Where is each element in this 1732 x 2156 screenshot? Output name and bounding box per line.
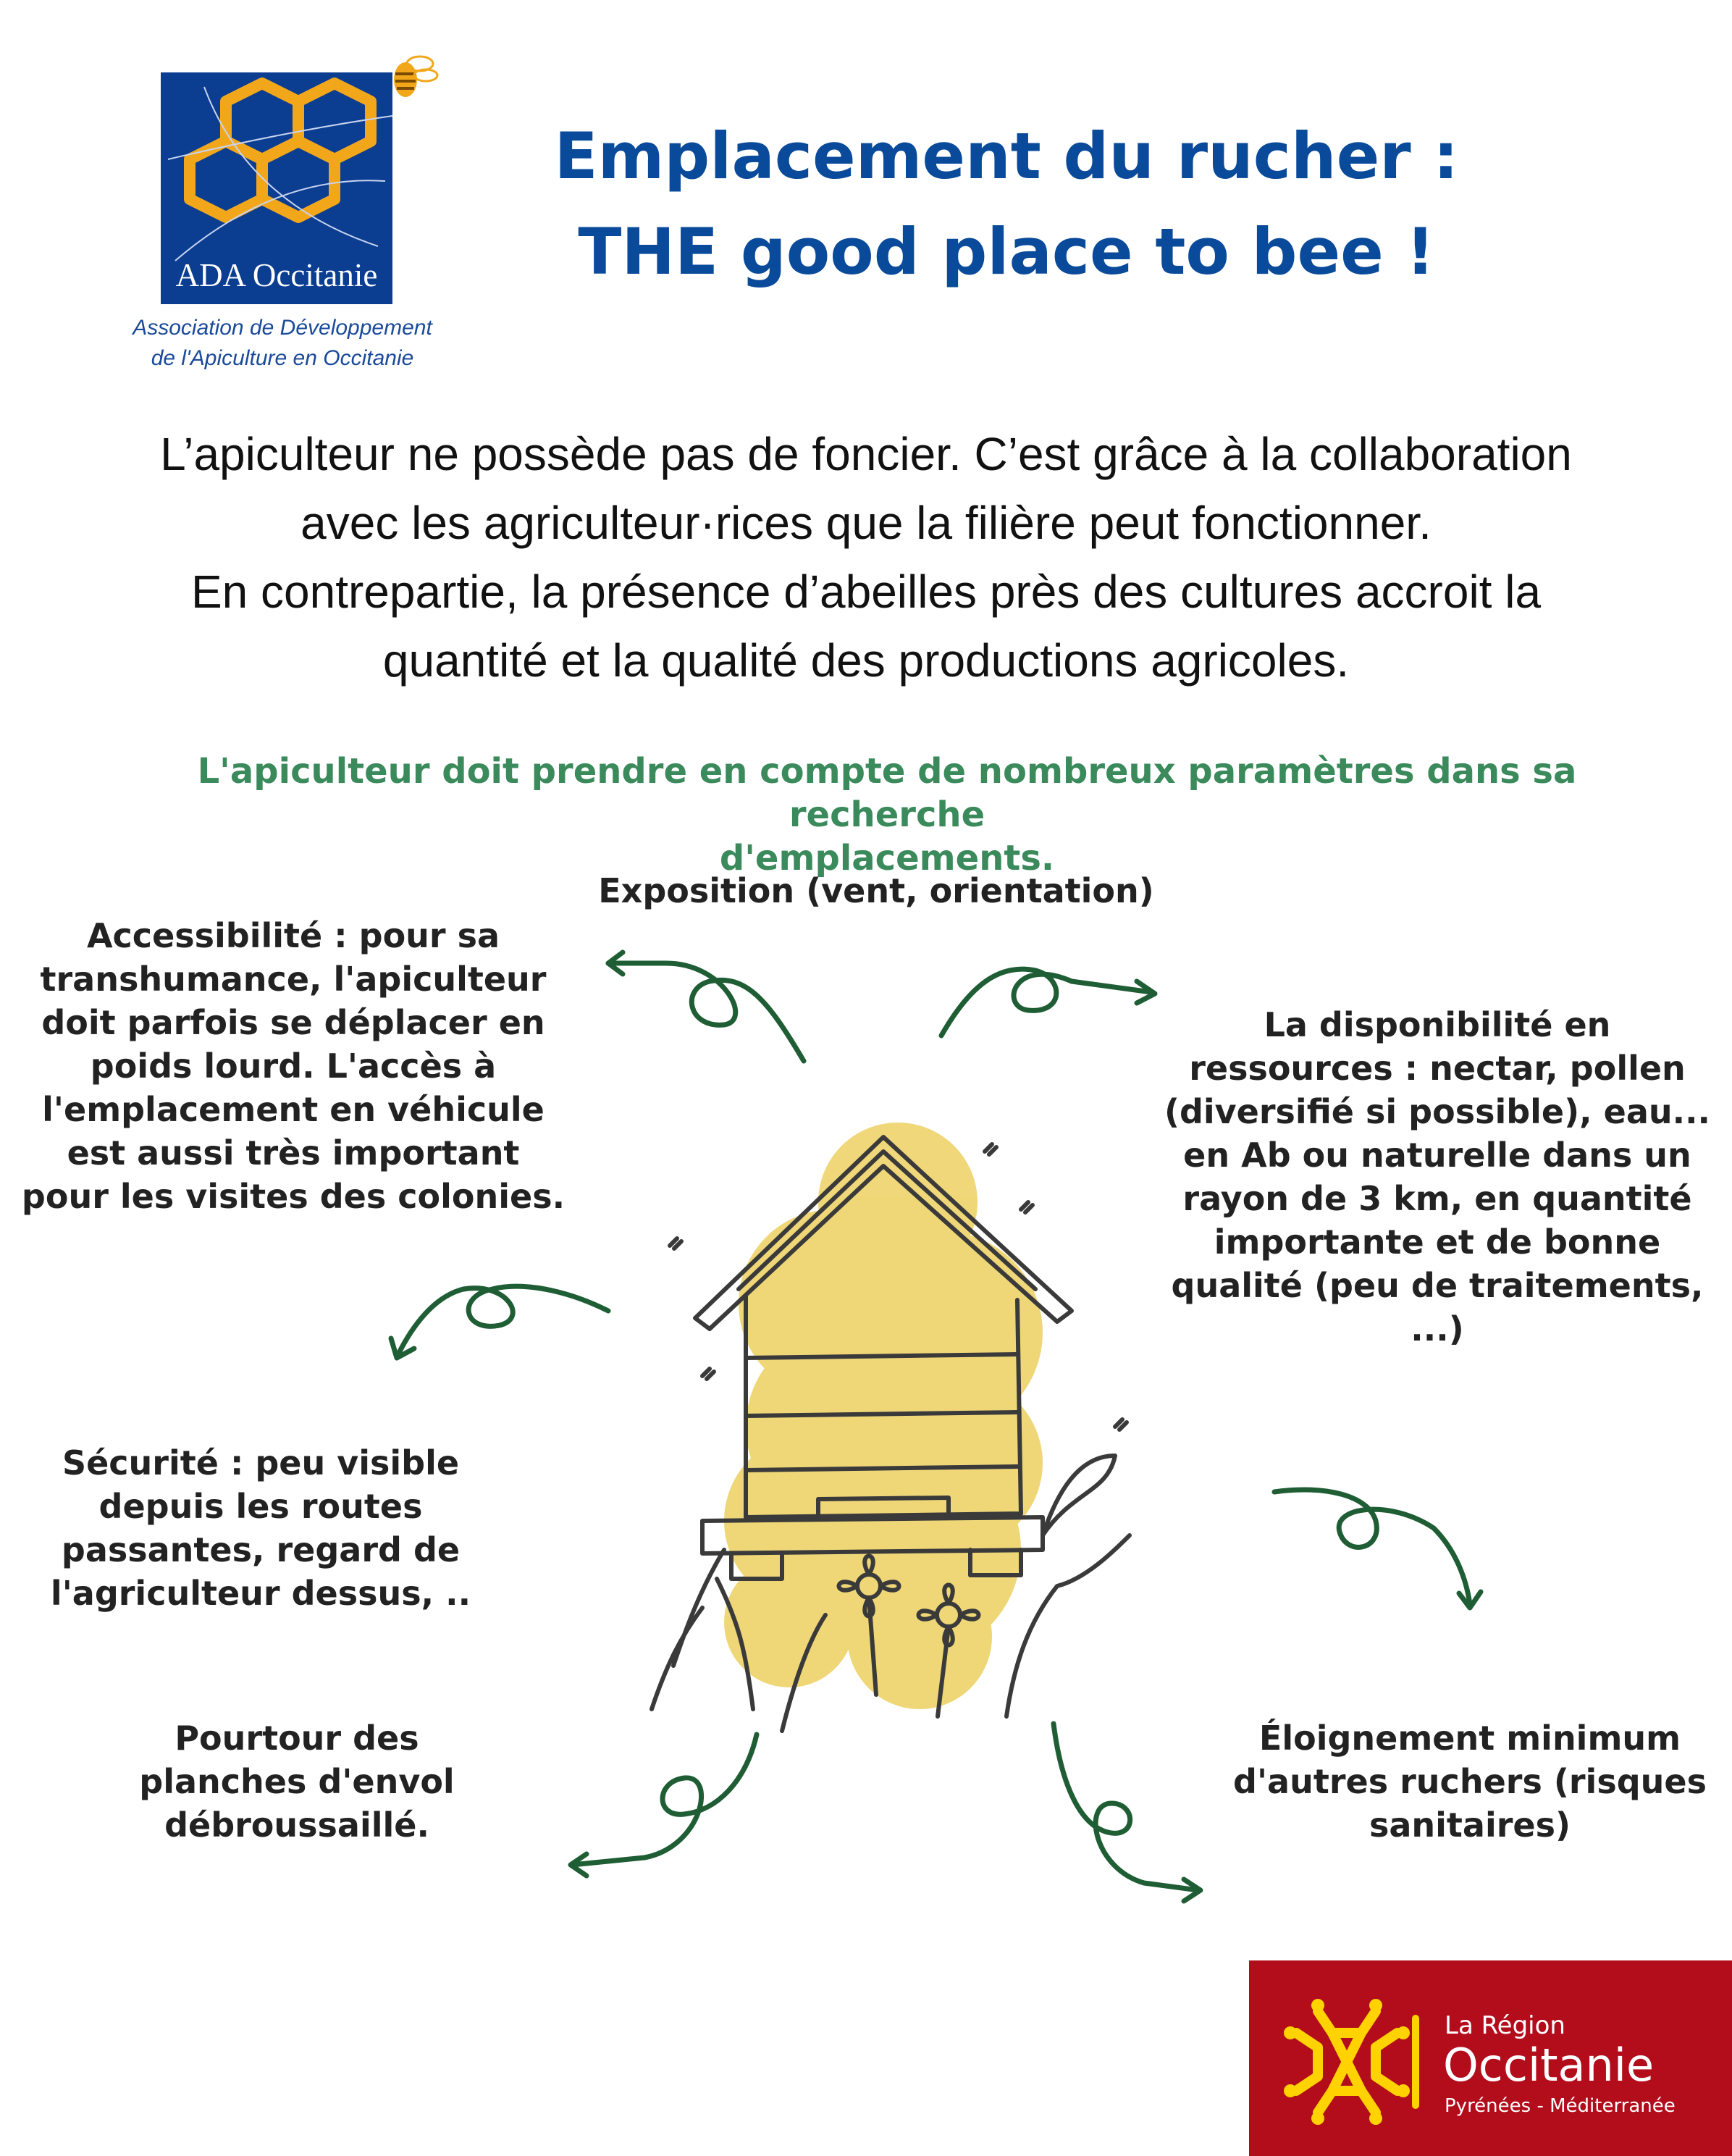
intro-line: avec les agriculteur·rices que la filière peut fonctionner. (300, 497, 1432, 549)
label-line: sanitaires) (1369, 1805, 1571, 1845)
label-line: passantes, regard de (61, 1530, 461, 1569)
label-line: l'emplacement en véhicule (42, 1090, 545, 1129)
label-line: ...) (1411, 1309, 1464, 1348)
label-line: (diversifié si possible), eau... (1164, 1092, 1711, 1131)
label-line: Accessibilité : pour sa (86, 916, 500, 955)
label-line: poids lourd. L'accès à (90, 1046, 497, 1086)
intro-line: quantité et la qualité des productions agricoles. (382, 634, 1350, 687)
label-line: planches d'envol (139, 1762, 455, 1801)
label-line: Éloignement minimum (1258, 1719, 1681, 1758)
region-line-3: Pyrénées - Méditerranée (1445, 2095, 1676, 2117)
label-eloignement (1231, 1716, 1709, 1847)
title-line-2: THE good place to bee ! (578, 214, 1435, 289)
beehive-illustration (608, 1115, 1173, 1767)
label-line: depuis les routes (98, 1487, 423, 1526)
label-pourtour (116, 1716, 478, 1847)
arrow-to-securite (398, 1286, 608, 1354)
label-accessibilite (14, 914, 572, 1218)
intro-line: L’apiculteur ne possède pas de foncier. C’est grâce à la collaboration (160, 428, 1572, 480)
label-exposition: Exposition (vent, orientation) (598, 871, 1154, 910)
label-ressources (1159, 1003, 1716, 1351)
occitan-cross-icon (1274, 1989, 1419, 2134)
label-securite (43, 1441, 478, 1615)
label-line: qualité (peu de traitements, (1171, 1266, 1704, 1305)
label-line: importante et de bonne (1214, 1222, 1661, 1262)
intro-line: En contrepartie, la présence d’abeilles près des cultures accroit la (190, 566, 1542, 618)
ada-logo-name: ADA Occitanie (175, 257, 378, 293)
label-line: débroussaillé. (164, 1805, 429, 1845)
label-line: ressources : nectar, pollen (1189, 1049, 1686, 1088)
label-line: est aussi très important (67, 1133, 520, 1173)
label-line: d'autres ruchers (risques (1233, 1762, 1707, 1801)
arrow-to-ressources (941, 969, 1151, 1036)
subtitle-line: d'emplacements. (719, 838, 1055, 878)
label-line: en Ab ou naturelle dans un (1183, 1136, 1691, 1175)
label-line: Sécurité : peu visible (62, 1443, 460, 1482)
label-line: La disponibilité en (1264, 1005, 1611, 1044)
ada-subtitle-line: de l'Apiculture en Occitanie (151, 346, 414, 370)
ada-subtitle-line: Association de Développement (133, 316, 432, 340)
title-line-1: Emplacement du rucher : (554, 119, 1459, 193)
label-line: rayon de 3 km, en quantité (1182, 1179, 1692, 1218)
region-occitanie-logo (1249, 1960, 1732, 2156)
arrow-to-accessibilite (608, 963, 804, 1061)
region-line-1: La Région (1445, 2011, 1565, 2040)
label-line: transhumance, l'apiculteur (40, 960, 547, 999)
label-line: l'agriculteur dessus, .. (50, 1574, 471, 1613)
region-line-2: Occitanie (1443, 2039, 1655, 2092)
arrow-to-eloignement (1274, 1490, 1470, 1604)
label-line: Pourtour des (175, 1719, 419, 1758)
label-line: pour les visites des colonies. (21, 1177, 566, 1216)
label-line: doit parfois se déplacer en (41, 1003, 545, 1042)
subtitle-line: L'apiculteur doit prendre en compte de nombreux paramètres dans sa recherche (197, 751, 1577, 835)
